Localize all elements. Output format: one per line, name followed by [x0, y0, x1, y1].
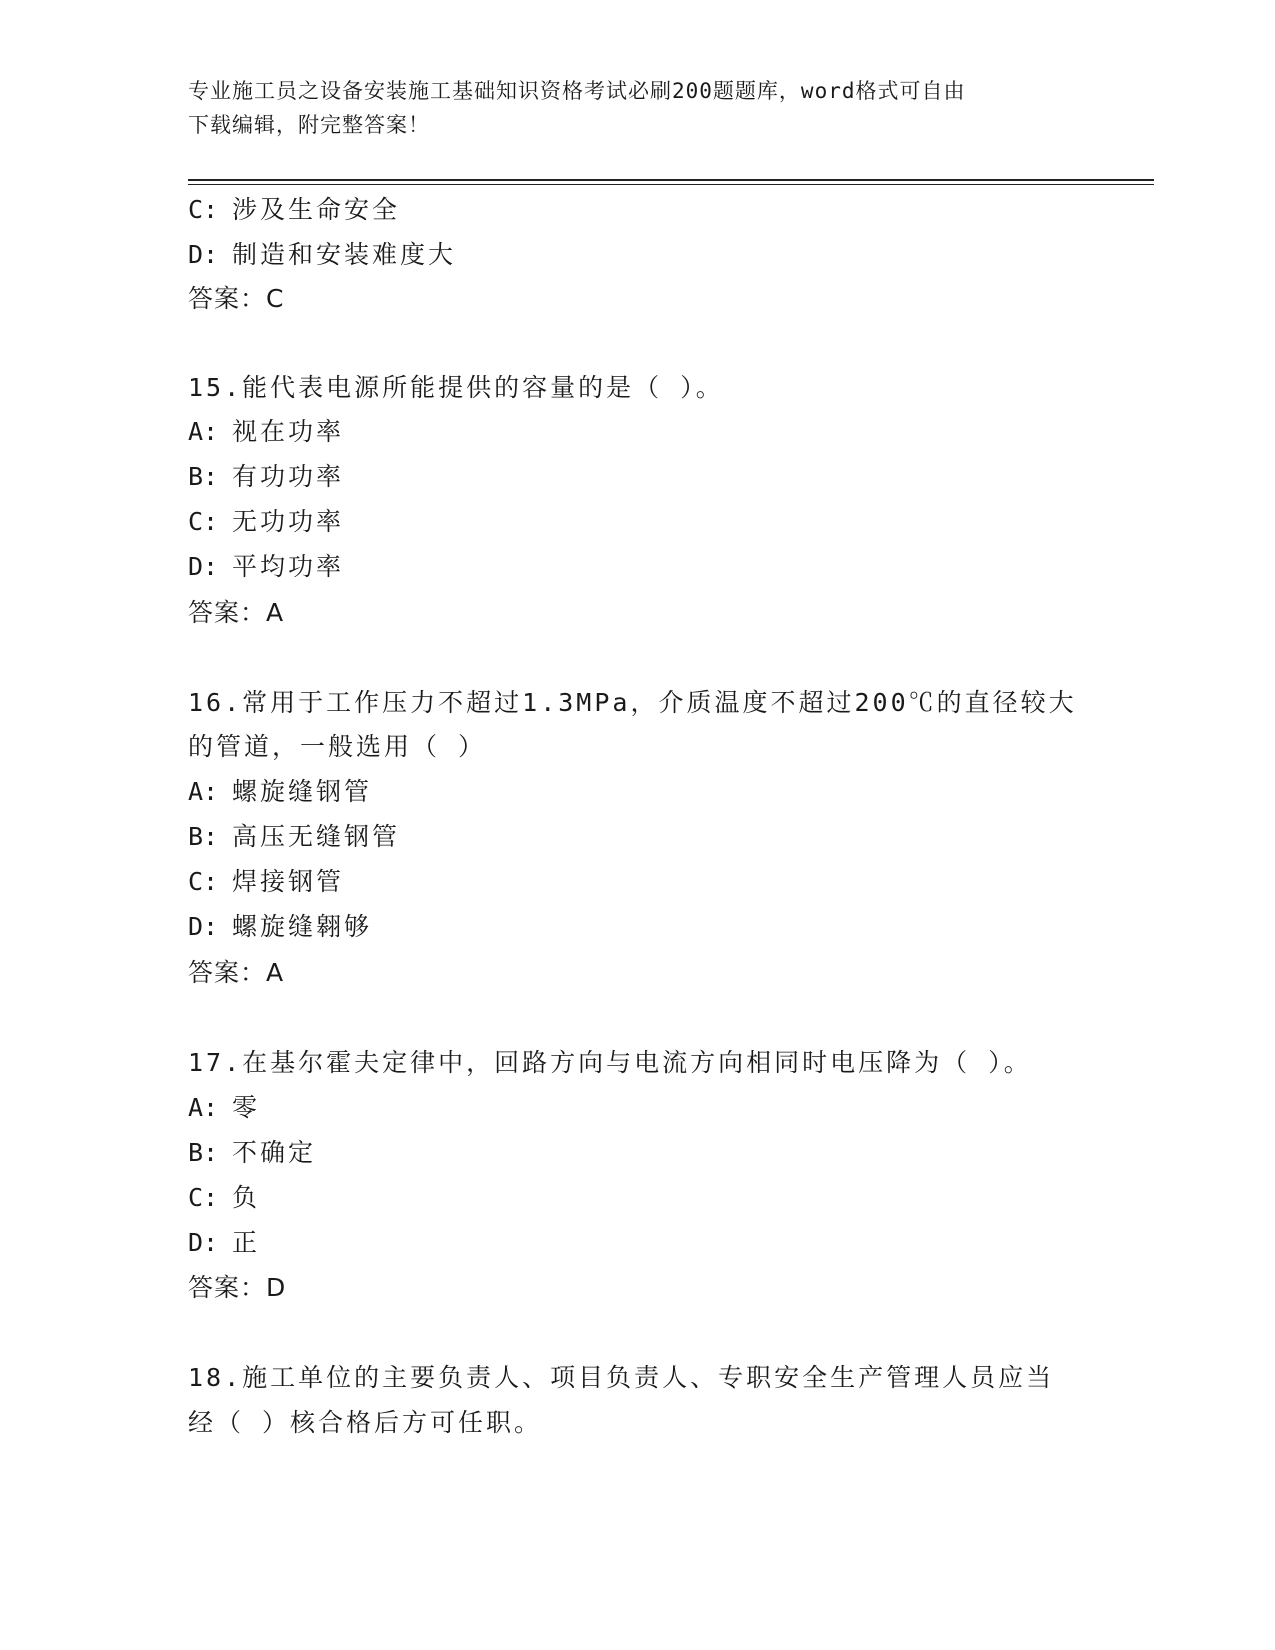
option-text: 有功功率 — [232, 462, 345, 491]
q15-answer: 答案：A — [188, 598, 285, 627]
option-text: 视在功率 — [232, 417, 345, 446]
header-rule-thick — [188, 179, 1154, 181]
q17-stem: 17.在基尔霍夫定律中，回路方向与电流方向相同时电压降为（ ）。 — [188, 1048, 1032, 1077]
q17-option-b — [188, 1130, 1108, 1176]
option-letter: B: — [188, 462, 219, 491]
q17-option-a — [188, 1085, 1108, 1131]
q17-answer: 答案：D — [188, 1273, 287, 1302]
q15-option-b — [188, 454, 1108, 500]
option-text: 不确定 — [232, 1138, 317, 1167]
q16-option-a — [188, 769, 1108, 815]
option-text: 涉及生命安全 — [232, 195, 401, 224]
option-letter: D: — [188, 1228, 219, 1257]
q17-option-d — [188, 1220, 1108, 1266]
option-text: 零 — [232, 1093, 261, 1122]
q16-option-b — [188, 814, 1108, 860]
q16-stem-line-2: 的管道，一般选用（ ） — [188, 732, 487, 761]
option-text: 螺旋缝钢管 — [232, 777, 373, 806]
q14-option-c — [188, 187, 1108, 233]
option-letter: B: — [188, 1138, 219, 1167]
option-letter: D: — [188, 912, 219, 941]
option-text: 螺旋缝翱够 — [232, 912, 373, 941]
option-text: 焊接钢管 — [232, 867, 345, 896]
option-text: 制造和安装难度大 — [232, 240, 457, 269]
document-header — [188, 74, 1088, 142]
q16-option-d — [188, 904, 1108, 950]
option-text: 平均功率 — [232, 552, 345, 581]
q15-stem: 15.能代表电源所能提供的容量的是（ ）。 — [188, 373, 724, 402]
header-line-2: 下载编辑，附完整答案！ — [188, 113, 430, 137]
q14-answer: 答案：C — [188, 284, 285, 313]
option-letter: D: — [188, 240, 219, 269]
option-letter: A: — [188, 1093, 219, 1122]
option-letter: D: — [188, 552, 219, 581]
q17-option-c — [188, 1175, 1108, 1221]
q15-option-a — [188, 409, 1108, 455]
q15-option-c — [188, 499, 1108, 545]
option-letter: A: — [188, 417, 219, 446]
q14-option-d — [188, 232, 1108, 278]
header-line-1: 专业施工员之设备安装施工基础知识资格考试必刷200题题库，word格式可自由 — [188, 79, 966, 103]
option-text: 无功功率 — [232, 507, 345, 536]
option-letter: A: — [188, 777, 219, 806]
option-letter: C: — [188, 507, 219, 536]
q15-option-d — [188, 544, 1108, 590]
option-text: 正 — [232, 1228, 261, 1257]
q16-stem-line-1: 16.常用于工作压力不超过1.3MPa，介质温度不超过200℃的直径较大 — [188, 688, 1077, 717]
option-letter: C: — [188, 195, 219, 224]
option-letter: C: — [188, 1183, 219, 1212]
q16-answer: 答案：A — [188, 958, 285, 987]
q18-stem-line-1: 18.施工单位的主要负责人、项目负责人、专职安全生产管理人员应当 — [188, 1363, 1055, 1392]
q16-option-c — [188, 859, 1108, 905]
q18-stem-line-2: 经（ ）核合格后方可任职。 — [188, 1408, 543, 1437]
option-text: 高压无缝钢管 — [232, 822, 401, 851]
header-rule-thin — [188, 184, 1154, 185]
option-letter: C: — [188, 867, 219, 896]
option-text: 负 — [232, 1183, 261, 1212]
option-letter: B: — [188, 822, 219, 851]
